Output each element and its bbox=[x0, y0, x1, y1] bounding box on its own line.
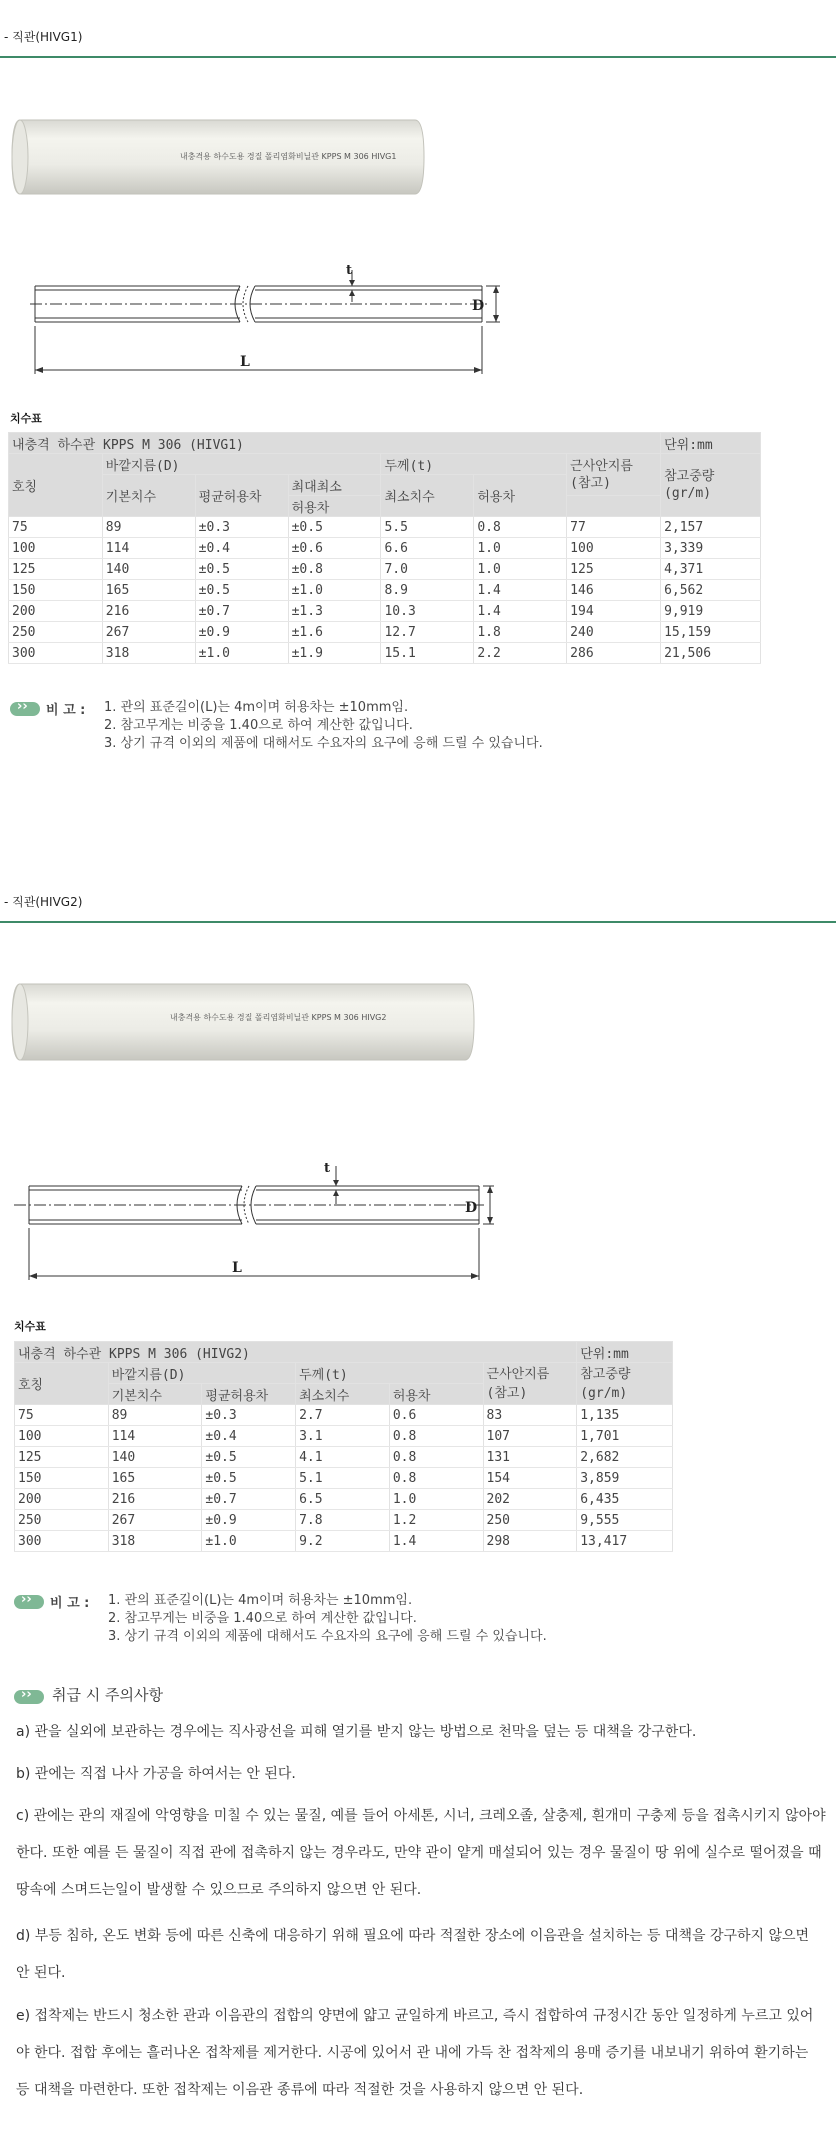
caution-item-c: c) 관에는 관의 재질에 악영향을 미칠 수 있는 물질, 예를 들어 아세톤, 시너, 크레오졸, 살충제, 흰개미 구충제 등을 접촉시키지 않아야 한다. 또한 예를 든 물질이 직접 관에 접촉하지 않는 경우라도, 만약 관이 얕게 매설되어 있는 경우 물질이 땅 위에 실수로 떨어졌을 때 땅속에 스며드는일이 발생할 수 있으므로 주의하지 않으면 안 된다. bbox=[16, 1808, 826, 1898]
caution-title: 취급 시 주의사항 bbox=[52, 1686, 163, 1704]
table-cell: 4,371 bbox=[661, 559, 761, 580]
table-unit: 단위:mm bbox=[577, 1342, 673, 1363]
table-cell: 3,339 bbox=[661, 538, 761, 559]
table-cell: 125 bbox=[9, 559, 103, 580]
table-row bbox=[9, 601, 761, 622]
caution-item-d: d) 부등 침하, 온도 변화 등에 따른 신축에 대응하기 위해 필요에 따라 적절한 장소에 이음관을 설치하는 등 대책을 강구하지 않으면 안 된다. bbox=[16, 1928, 810, 1981]
table-cell: 216 bbox=[108, 1489, 202, 1510]
table-cell: 146 bbox=[567, 580, 661, 601]
table-cell: 202 bbox=[483, 1489, 577, 1510]
table-cell: ±0.5 bbox=[202, 1447, 296, 1468]
table-cell: 165 bbox=[102, 580, 195, 601]
table-cell: 1.8 bbox=[474, 622, 567, 643]
table-cell: 89 bbox=[102, 517, 195, 538]
table-cell: 1.0 bbox=[474, 538, 567, 559]
table-cell: 9.2 bbox=[296, 1531, 390, 1552]
drawing-label-d: D bbox=[472, 298, 485, 314]
table-cell: 216 bbox=[102, 601, 195, 622]
note-lines-hivg1 bbox=[104, 699, 543, 753]
caution-item-e: e) 접착제는 반드시 청소한 관과 이음관의 접합의 양면에 얇고 균일하게 바르고, 즉시 접합하여 규정시간 동안 일정하게 누르고 있어야 한다. 접합 후에는 흘러나온 접착제를 제거한다. 시공에 있어서 관 내에 가득 찬 접착제의 용매 증기를 내보내기 위하여 환기하는 등 대책을 마련한다. 또한 접착제는 이음관 종류에 따라 적절한 것을 사용하지 않으면 안 된다. bbox=[16, 2008, 814, 2098]
table-cell: 140 bbox=[102, 559, 195, 580]
table-cell: 1,701 bbox=[577, 1426, 673, 1447]
table-cell: 2.2 bbox=[474, 643, 567, 664]
section-divider bbox=[0, 56, 836, 58]
table-cell: ±0.4 bbox=[195, 538, 288, 559]
table-cell: ±0.3 bbox=[202, 1405, 296, 1426]
spec-table-hivg2 bbox=[14, 1341, 673, 1552]
table-row bbox=[15, 1510, 673, 1531]
table-row bbox=[9, 622, 761, 643]
table-cell: ±1.6 bbox=[288, 622, 381, 643]
note-item: 2. 참고무게는 비중을 1.40으로 하여 계산한 값입니다. bbox=[104, 718, 413, 733]
table-cell: 15.1 bbox=[381, 643, 474, 664]
col-od-avg-tol: 평균허용차 bbox=[195, 475, 288, 517]
table-cell: ±0.5 bbox=[288, 517, 381, 538]
table-cell: 267 bbox=[108, 1510, 202, 1531]
table-cell: 125 bbox=[15, 1447, 109, 1468]
table-cell: 240 bbox=[567, 622, 661, 643]
table-row bbox=[15, 1405, 673, 1426]
table-row bbox=[15, 1531, 673, 1552]
table-cell: 131 bbox=[483, 1447, 577, 1468]
table-cell: 10.3 bbox=[381, 601, 474, 622]
table-cell: 0.8 bbox=[474, 517, 567, 538]
col-od: 바깥지름(D) bbox=[108, 1363, 295, 1384]
table-cell: 3,859 bbox=[577, 1468, 673, 1489]
table-cell: 1.4 bbox=[389, 1531, 483, 1552]
caution-item-b: b) 관에는 직접 나사 가공을 하여서는 안 된다. bbox=[16, 1766, 296, 1782]
pipe-print-label: 내충격용 하수도용 경질 폴리염화비닐관 KPPS M 306 HIVG2 bbox=[170, 1013, 387, 1022]
col-od-avg-tol: 평균허용차 bbox=[202, 1384, 296, 1405]
table-cell: 0.8 bbox=[389, 1447, 483, 1468]
col-size: 호칭 bbox=[9, 454, 103, 517]
table-title-row bbox=[15, 1342, 673, 1363]
pipe-print-label: 내충격용 하수도용 경질 폴리염화비닐관 KPPS M 306 HIVG1 bbox=[180, 152, 397, 161]
table-row bbox=[9, 643, 761, 664]
table-cell: 2,682 bbox=[577, 1447, 673, 1468]
pipe-drawing-hivg1 bbox=[30, 262, 500, 397]
col-thick-min: 최소치수 bbox=[296, 1384, 390, 1405]
table-header-row bbox=[9, 454, 761, 475]
table-cell: 140 bbox=[108, 1447, 202, 1468]
table-row bbox=[9, 517, 761, 538]
table-cell: 6,435 bbox=[577, 1489, 673, 1510]
table-cell: 21,506 bbox=[661, 643, 761, 664]
note-block-hivg1 bbox=[10, 701, 40, 716]
table-cell: ±0.7 bbox=[195, 601, 288, 622]
table-cell: 267 bbox=[102, 622, 195, 643]
arrow-badge-icon bbox=[14, 1690, 44, 1704]
table-cell: 13,417 bbox=[577, 1531, 673, 1552]
table-cell: 77 bbox=[567, 517, 661, 538]
table-cell: 1.0 bbox=[474, 559, 567, 580]
table-title: 내충격 하수관 KPPS M 306 (HIVG1) bbox=[9, 433, 661, 454]
drawing-label-l: L bbox=[240, 354, 250, 370]
table-cell: 2,157 bbox=[661, 517, 761, 538]
table-cell: 300 bbox=[9, 643, 103, 664]
table-cell: 6,562 bbox=[661, 580, 761, 601]
table-cell: 89 bbox=[108, 1405, 202, 1426]
table-cell: ±1.0 bbox=[202, 1531, 296, 1552]
note-label: 비 고 : bbox=[50, 1596, 90, 1611]
table-cell: 125 bbox=[567, 559, 661, 580]
col-od-maxmin: 최대최소 bbox=[288, 475, 381, 496]
col-size: 호칭 bbox=[15, 1363, 109, 1405]
table-cell: 150 bbox=[9, 580, 103, 601]
col-weight: 참고중량 (gr/m) bbox=[661, 454, 761, 517]
table-cell: 5.5 bbox=[381, 517, 474, 538]
table-cell: 114 bbox=[108, 1426, 202, 1447]
note-block-hivg2 bbox=[14, 1594, 44, 1609]
table-cell: 7.0 bbox=[381, 559, 474, 580]
drawing-label-t: t bbox=[346, 263, 353, 278]
table-title: 내충격 하수관 KPPS M 306 (HIVG2) bbox=[15, 1342, 577, 1363]
pipe-photo-hivg1 bbox=[10, 112, 430, 202]
table-cell: 154 bbox=[483, 1468, 577, 1489]
table-cell: ±0.9 bbox=[202, 1510, 296, 1531]
table-cell: 0.6 bbox=[389, 1405, 483, 1426]
note-lines-hivg2 bbox=[108, 1592, 547, 1646]
col-approx-id: 근사안지름 (참고) bbox=[483, 1363, 577, 1405]
drawing-label-t: t bbox=[324, 1161, 331, 1176]
col-weight: 참고중량 (gr/m) bbox=[577, 1363, 673, 1405]
table-cell: 286 bbox=[567, 643, 661, 664]
col-thick: 두께(t) bbox=[381, 454, 567, 475]
col-thick: 두께(t) bbox=[296, 1363, 483, 1384]
table-cell: ±0.9 bbox=[195, 622, 288, 643]
table-cell: 318 bbox=[102, 643, 195, 664]
table-cell: 0.8 bbox=[389, 1468, 483, 1489]
table-cell: 2.7 bbox=[296, 1405, 390, 1426]
table-cell: 250 bbox=[9, 622, 103, 643]
section-title-hivg1: - 직관(HIVG1) bbox=[4, 30, 83, 44]
note-label: 비 고 : bbox=[46, 703, 86, 718]
table-row bbox=[15, 1489, 673, 1510]
table-cell: 165 bbox=[108, 1468, 202, 1489]
table-row bbox=[9, 580, 761, 601]
table-cell: 75 bbox=[9, 517, 103, 538]
table-cell: 107 bbox=[483, 1426, 577, 1447]
note-item: 2. 참고무게는 비중을 1.40으로 하여 계산한 값입니다. bbox=[108, 1611, 417, 1626]
pipe-drawing-hivg2 bbox=[14, 1160, 494, 1295]
col-od: 바깥지름(D) bbox=[102, 454, 381, 475]
col-thick-tol: 허용차 bbox=[474, 475, 567, 517]
table-cell: 4.1 bbox=[296, 1447, 390, 1468]
table-cell: 200 bbox=[9, 601, 103, 622]
table-row bbox=[9, 538, 761, 559]
table-cell: ±0.5 bbox=[195, 559, 288, 580]
table-cell: ±1.9 bbox=[288, 643, 381, 664]
section-divider bbox=[0, 921, 836, 923]
table-cell: 3.1 bbox=[296, 1426, 390, 1447]
table-cell: 0.8 bbox=[389, 1426, 483, 1447]
table-cell: 6.5 bbox=[296, 1489, 390, 1510]
table-cell: 9,919 bbox=[661, 601, 761, 622]
note-item: 1. 관의 표준길이(L)는 4m이며 허용차는 ±10mm임. bbox=[104, 700, 409, 715]
table-cell: 5.1 bbox=[296, 1468, 390, 1489]
col-approx-id-blank bbox=[567, 496, 661, 517]
table-row bbox=[15, 1426, 673, 1447]
table-cell: ±1.0 bbox=[195, 643, 288, 664]
col-approx-id: 근사안지름 (참고) bbox=[567, 454, 661, 496]
caution-item-a: a) 관을 실외에 보관하는 경우에는 직사광선을 피해 열기를 받지 않는 방법으로 천막을 덮는 등 대책을 강구한다. bbox=[16, 1724, 697, 1740]
table-cell: 8.9 bbox=[381, 580, 474, 601]
table-cell: 1.4 bbox=[474, 580, 567, 601]
table-cell: 7.8 bbox=[296, 1510, 390, 1531]
arrow-badge-icon bbox=[14, 1595, 44, 1609]
table-cell: 9,555 bbox=[577, 1510, 673, 1531]
table-cell: ±0.4 bbox=[202, 1426, 296, 1447]
col-thick-tol: 허용차 bbox=[389, 1384, 483, 1405]
table-cell: 100 bbox=[15, 1426, 109, 1447]
table-row bbox=[15, 1468, 673, 1489]
table-cell: 300 bbox=[15, 1531, 109, 1552]
table-cell: ±0.5 bbox=[195, 580, 288, 601]
arrow-badge-icon bbox=[10, 702, 40, 716]
caution-badge bbox=[14, 1689, 44, 1704]
table-cell: 1.0 bbox=[389, 1489, 483, 1510]
table-cell: ±1.3 bbox=[288, 601, 381, 622]
table-cell: 75 bbox=[15, 1405, 109, 1426]
note-item: 3. 상기 규격 이외의 제품에 대해서도 수요자의 요구에 응해 드릴 수 있습니다. bbox=[104, 736, 543, 751]
table-cell: 114 bbox=[102, 538, 195, 559]
col-od-base: 기본치수 bbox=[102, 475, 195, 517]
pipe-photo-hivg2 bbox=[10, 976, 480, 1068]
table-title-row bbox=[9, 433, 761, 454]
table-cell: 15,159 bbox=[661, 622, 761, 643]
table-row bbox=[15, 1447, 673, 1468]
drawing-label-d: D bbox=[465, 1200, 478, 1216]
table-cell: 12.7 bbox=[381, 622, 474, 643]
table-cell: 100 bbox=[9, 538, 103, 559]
table-cell: 83 bbox=[483, 1405, 577, 1426]
table-header-row bbox=[15, 1363, 673, 1384]
note-item: 3. 상기 규격 이외의 제품에 대해서도 수요자의 요구에 응해 드릴 수 있습니다. bbox=[108, 1629, 547, 1644]
col-thick-min: 최소치수 bbox=[381, 475, 474, 517]
table-cell: ±0.3 bbox=[195, 517, 288, 538]
table-cell: 200 bbox=[15, 1489, 109, 1510]
drawing-label-l: L bbox=[232, 1260, 242, 1276]
table-cell: ±0.6 bbox=[288, 538, 381, 559]
table-cell: 1.4 bbox=[474, 601, 567, 622]
table-caption: 치수표 bbox=[10, 412, 42, 425]
table-caption: 치수표 bbox=[14, 1320, 46, 1333]
table-cell: 250 bbox=[483, 1510, 577, 1531]
table-row bbox=[9, 559, 761, 580]
table-cell: ±0.8 bbox=[288, 559, 381, 580]
table-cell: ±0.5 bbox=[202, 1468, 296, 1489]
section-title-hivg2: - 직관(HIVG2) bbox=[4, 895, 83, 909]
table-cell: 150 bbox=[15, 1468, 109, 1489]
table-cell: ±1.0 bbox=[288, 580, 381, 601]
table-cell: ±0.7 bbox=[202, 1489, 296, 1510]
table-cell: 298 bbox=[483, 1531, 577, 1552]
table-cell: 100 bbox=[567, 538, 661, 559]
table-cell: 1.2 bbox=[389, 1510, 483, 1531]
table-cell: 6.6 bbox=[381, 538, 474, 559]
note-item: 1. 관의 표준길이(L)는 4m이며 허용차는 ±10mm임. bbox=[108, 1593, 413, 1608]
col-od-maxmin-2: 허용차 bbox=[288, 496, 381, 517]
table-cell: 1,135 bbox=[577, 1405, 673, 1426]
col-od-base: 기본치수 bbox=[108, 1384, 202, 1405]
table-cell: 250 bbox=[15, 1510, 109, 1531]
spec-table-hivg1 bbox=[8, 432, 761, 664]
table-cell: 318 bbox=[108, 1531, 202, 1552]
table-unit: 단위:mm bbox=[661, 433, 761, 454]
table-cell: 194 bbox=[567, 601, 661, 622]
